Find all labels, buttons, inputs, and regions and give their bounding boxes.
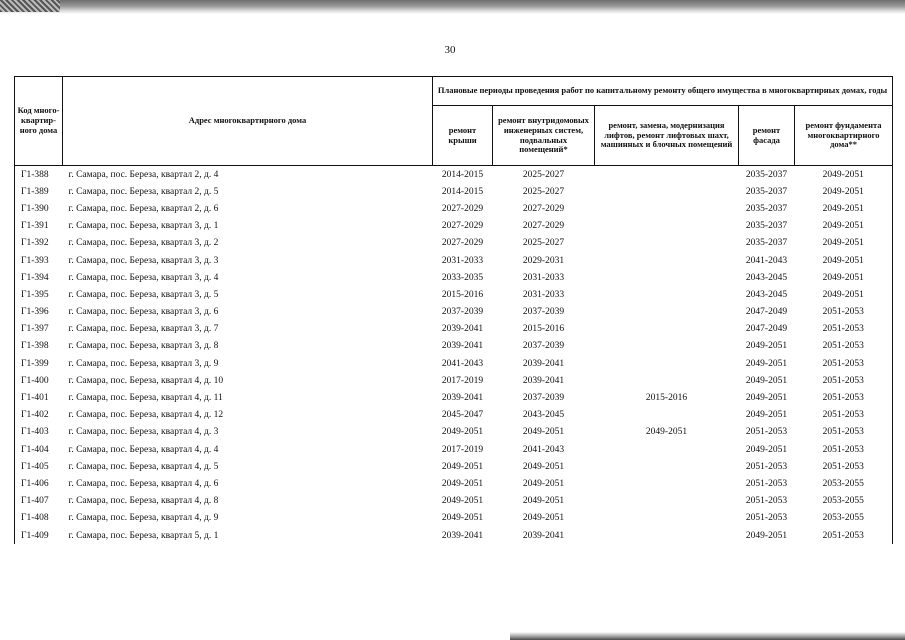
cell-facade: 2035-2037	[745, 238, 788, 249]
cell-address: г. Самара, пос. Береза, квартал 3, д. 9	[68, 358, 219, 369]
cell-foundation: 2051-2053	[795, 338, 893, 355]
cell-address: г. Самара, пос. Береза, квартал 4, д. 12	[68, 410, 224, 421]
cell-elevators	[595, 527, 739, 544]
table-row	[15, 441, 893, 458]
cell-address: г. Самара, пос. Береза, квартал 4, д. 6	[68, 478, 219, 489]
cell-address: г. Самара, пос. Береза, квартал 3, д. 5	[68, 289, 219, 300]
cell-foundation: 2051-2053	[795, 458, 893, 475]
cell-address: г. Самара, пос. Береза, квартал 3, д. 1	[68, 221, 219, 232]
page-number: 30	[444, 44, 456, 56]
cell-address: г. Самара, пос. Береза, квартал 4, д. 10	[68, 375, 224, 386]
header-roof: ремонт крыши	[433, 106, 493, 166]
header-code: Код много-квартир-ного дома	[15, 77, 63, 166]
cell-foundation: 2049-2051	[795, 166, 893, 184]
table-body	[15, 166, 893, 545]
cell-engineering: 2049-2051	[522, 478, 565, 489]
cell-code: Г1-403	[15, 424, 63, 441]
cell-engineering: 2037-2039	[522, 341, 565, 352]
cell-foundation: 2049-2051	[795, 200, 893, 217]
cell-roof: 2039-2041	[441, 341, 484, 352]
cell-facade: 2049-2051	[745, 410, 788, 421]
cell-address: г. Самара, пос. Береза, квартал 2, д. 4	[68, 169, 219, 180]
cell-foundation: 2051-2053	[795, 389, 893, 406]
header-engineering-systems: ремонт внутридомовых инженерных систем, подвальных помещений*	[493, 106, 595, 166]
cell-roof: 2049-2051	[441, 427, 484, 438]
cell-engineering: 2049-2051	[522, 461, 565, 472]
cell-roof: 2017-2019	[441, 444, 484, 455]
table-row	[15, 252, 893, 269]
cell-code: Г1-393	[15, 252, 63, 269]
cell-facade: 2051-2053	[745, 478, 788, 489]
cell-engineering: 2031-2033	[522, 272, 565, 283]
cell-elevators	[595, 200, 739, 217]
cell-engineering: 2025-2027	[522, 169, 565, 180]
cell-address: г. Самара, пос. Береза, квартал 3, д. 4	[68, 272, 219, 283]
cell-roof: 2049-2051	[441, 478, 484, 489]
cell-code: Г1-399	[15, 355, 63, 372]
cell-elevators	[595, 338, 739, 355]
cell-code: Г1-408	[15, 510, 63, 527]
table-row	[15, 389, 893, 406]
table-row	[15, 527, 893, 544]
cell-code: Г1-396	[15, 304, 63, 321]
cell-address: г. Самара, пос. Береза, квартал 4, д. 9	[68, 513, 219, 524]
cell-code: Г1-400	[15, 372, 63, 389]
cell-elevators	[595, 218, 739, 235]
table-row	[15, 510, 893, 527]
cell-code: Г1-401	[15, 389, 63, 406]
header-facade: ремонт фасада	[739, 106, 795, 166]
cell-elevators	[595, 372, 739, 389]
header-planned-periods: Плановые периоды проведения работ по капитальному ремонту общего имущества в многоквартирных домах, годы	[433, 77, 893, 106]
cell-elevators	[595, 321, 739, 338]
cell-roof: 2041-2043	[441, 358, 484, 369]
cell-engineering: 2031-2033	[522, 289, 565, 300]
cell-address: г. Самара, пос. Береза, квартал 5, д. 1	[68, 530, 219, 541]
cell-engineering: 2049-2051	[522, 513, 565, 524]
table-row	[15, 493, 893, 510]
cell-engineering: 2037-2039	[522, 307, 565, 318]
cell-elevators: 2049-2051	[645, 427, 688, 438]
cell-roof: 2049-2051	[441, 496, 484, 507]
cell-engineering: 2039-2041	[522, 375, 565, 386]
cell-foundation: 2051-2053	[795, 321, 893, 338]
cell-code: Г1-391	[15, 218, 63, 235]
cell-engineering: 2015-2016	[522, 324, 565, 335]
cell-roof: 2027-2029	[441, 238, 484, 249]
cell-engineering: 2039-2041	[522, 358, 565, 369]
cell-foundation: 2049-2051	[795, 235, 893, 252]
table-row	[15, 407, 893, 424]
cell-roof: 2045-2047	[441, 410, 484, 421]
table-row	[15, 475, 893, 492]
cell-foundation: 2051-2053	[795, 304, 893, 321]
cell-address: г. Самара, пос. Береза, квартал 3, д. 6	[68, 307, 219, 318]
cell-facade: 2051-2053	[745, 513, 788, 524]
cell-code: Г1-404	[15, 441, 63, 458]
table-row	[15, 200, 893, 217]
cell-code: Г1-389	[15, 183, 63, 200]
cell-roof: 2027-2029	[441, 221, 484, 232]
scan-noise-corner	[0, 0, 60, 12]
cell-foundation: 2053-2055	[795, 475, 893, 492]
cell-foundation: 2051-2053	[795, 441, 893, 458]
table-row	[15, 424, 893, 441]
cell-facade: 2051-2053	[745, 427, 788, 438]
cell-address: г. Самара, пос. Береза, квартал 4, д. 3	[68, 427, 219, 438]
cell-facade: 2041-2043	[745, 255, 788, 266]
cell-code: Г1-394	[15, 269, 63, 286]
table-row	[15, 338, 893, 355]
cell-facade: 2049-2051	[745, 393, 788, 404]
cell-facade: 2049-2051	[745, 444, 788, 455]
table-row	[15, 286, 893, 303]
table-row	[15, 166, 893, 184]
cell-address: г. Самара, пос. Береза, квартал 2, д. 5	[68, 186, 219, 197]
cell-elevators	[595, 304, 739, 321]
cell-facade: 2049-2051	[745, 341, 788, 352]
cell-foundation: 2051-2053	[795, 372, 893, 389]
cell-address: г. Самара, пос. Береза, квартал 3, д. 7	[68, 324, 219, 335]
cell-elevators	[595, 235, 739, 252]
cell-facade: 2051-2053	[745, 461, 788, 472]
cell-address: г. Самара, пос. Береза, квартал 3, д. 8	[68, 341, 219, 352]
cell-code: Г1-409	[15, 527, 63, 544]
cell-facade: 2043-2045	[745, 289, 788, 300]
cell-facade: 2035-2037	[745, 203, 788, 214]
cell-code: Г1-388	[15, 166, 63, 184]
cell-roof: 2039-2041	[441, 530, 484, 541]
cell-code: Г1-405	[15, 458, 63, 475]
cell-facade: 2047-2049	[745, 324, 788, 335]
cell-foundation: 2049-2051	[795, 252, 893, 269]
cell-elevators	[595, 441, 739, 458]
cell-elevators	[595, 458, 739, 475]
cell-code: Г1-398	[15, 338, 63, 355]
cell-elevators	[595, 286, 739, 303]
cell-elevators	[595, 510, 739, 527]
cell-roof: 2033-2035	[441, 272, 484, 283]
table-row	[15, 269, 893, 286]
cell-elevators	[595, 407, 739, 424]
cell-address: г. Самара, пос. Береза, квартал 2, д. 6	[68, 203, 219, 214]
cell-engineering: 2049-2051	[522, 496, 565, 507]
cell-roof: 2037-2039	[441, 307, 484, 318]
cell-engineering: 2041-2043	[522, 444, 565, 455]
table-row	[15, 458, 893, 475]
cell-facade: 2035-2037	[745, 221, 788, 232]
cell-engineering: 2029-2031	[522, 255, 565, 266]
cell-foundation: 2053-2055	[795, 510, 893, 527]
repair-schedule-table	[14, 76, 893, 544]
cell-code: Г1-406	[15, 475, 63, 492]
table-row	[15, 183, 893, 200]
cell-elevators	[595, 355, 739, 372]
cell-elevators	[595, 269, 739, 286]
table-row	[15, 372, 893, 389]
cell-elevators	[595, 183, 739, 200]
cell-facade: 2035-2037	[745, 169, 788, 180]
cell-engineering: 2025-2027	[522, 238, 565, 249]
cell-foundation: 2049-2051	[795, 218, 893, 235]
cell-roof: 2017-2019	[441, 375, 484, 386]
cell-code: Г1-395	[15, 286, 63, 303]
cell-address: г. Самара, пос. Береза, квартал 3, д. 2	[68, 238, 219, 249]
cell-code: Г1-397	[15, 321, 63, 338]
cell-elevators	[595, 166, 739, 184]
cell-roof: 2015-2016	[441, 289, 484, 300]
cell-foundation: 2051-2053	[795, 355, 893, 372]
cell-roof: 2049-2051	[441, 513, 484, 524]
header-elevators: ремонт, замена, модернизация лифтов, ремонт лифтовых шахт, машинных и блочных помещений	[595, 106, 739, 166]
cell-roof: 2014-2015	[441, 186, 484, 197]
cell-engineering: 2049-2051	[522, 427, 565, 438]
table-header	[15, 77, 893, 166]
cell-address: г. Самара, пос. Береза, квартал 4, д. 4	[68, 444, 219, 455]
cell-code: Г1-407	[15, 493, 63, 510]
cell-roof: 2031-2033	[441, 255, 484, 266]
cell-address: г. Самара, пос. Береза, квартал 4, д. 11	[68, 393, 223, 404]
table-row	[15, 235, 893, 252]
cell-engineering: 2025-2027	[522, 186, 565, 197]
cell-elevators: 2015-2016	[645, 393, 688, 404]
cell-engineering: 2039-2041	[522, 530, 565, 541]
cell-foundation: 2051-2053	[795, 527, 893, 544]
cell-address: г. Самара, пос. Береза, квартал 3, д. 3	[68, 255, 219, 266]
header-address: Адрес многоквартирного дома	[63, 77, 433, 166]
cell-elevators	[595, 475, 739, 492]
cell-code: Г1-390	[15, 200, 63, 217]
cell-code: Г1-402	[15, 407, 63, 424]
cell-engineering: 2037-2039	[522, 393, 565, 404]
table-row	[15, 321, 893, 338]
cell-elevators	[595, 493, 739, 510]
cell-foundation: 2049-2051	[795, 286, 893, 303]
cell-facade: 2043-2045	[745, 272, 788, 283]
cell-foundation: 2049-2051	[795, 269, 893, 286]
cell-foundation: 2049-2051	[795, 183, 893, 200]
cell-roof: 2039-2041	[441, 324, 484, 335]
cell-roof: 2014-2015	[441, 169, 484, 180]
cell-facade: 2049-2051	[745, 530, 788, 541]
cell-engineering: 2027-2029	[522, 221, 565, 232]
cell-foundation: 2053-2055	[795, 493, 893, 510]
cell-elevators	[595, 252, 739, 269]
scan-edge-bottom	[510, 632, 905, 640]
header-foundation: ремонт фундамента многоквартирного дома**	[795, 106, 893, 166]
cell-roof: 2027-2029	[441, 203, 484, 214]
table-row	[15, 304, 893, 321]
cell-code: Г1-392	[15, 235, 63, 252]
cell-address: г. Самара, пос. Береза, квартал 4, д. 5	[68, 461, 219, 472]
cell-facade: 2051-2053	[745, 496, 788, 507]
cell-foundation: 2051-2053	[795, 407, 893, 424]
cell-engineering: 2027-2029	[522, 203, 565, 214]
scan-edge-top	[0, 0, 905, 14]
cell-facade: 2049-2051	[745, 375, 788, 386]
cell-engineering: 2043-2045	[522, 410, 565, 421]
cell-foundation: 2051-2053	[795, 424, 893, 441]
table-row	[15, 218, 893, 235]
cell-address: г. Самара, пос. Береза, квартал 4, д. 8	[68, 496, 219, 507]
cell-facade: 2047-2049	[745, 307, 788, 318]
cell-roof: 2049-2051	[441, 461, 484, 472]
table-row	[15, 355, 893, 372]
cell-facade: 2049-2051	[745, 358, 788, 369]
cell-roof: 2039-2041	[441, 393, 484, 404]
cell-facade: 2035-2037	[745, 186, 788, 197]
